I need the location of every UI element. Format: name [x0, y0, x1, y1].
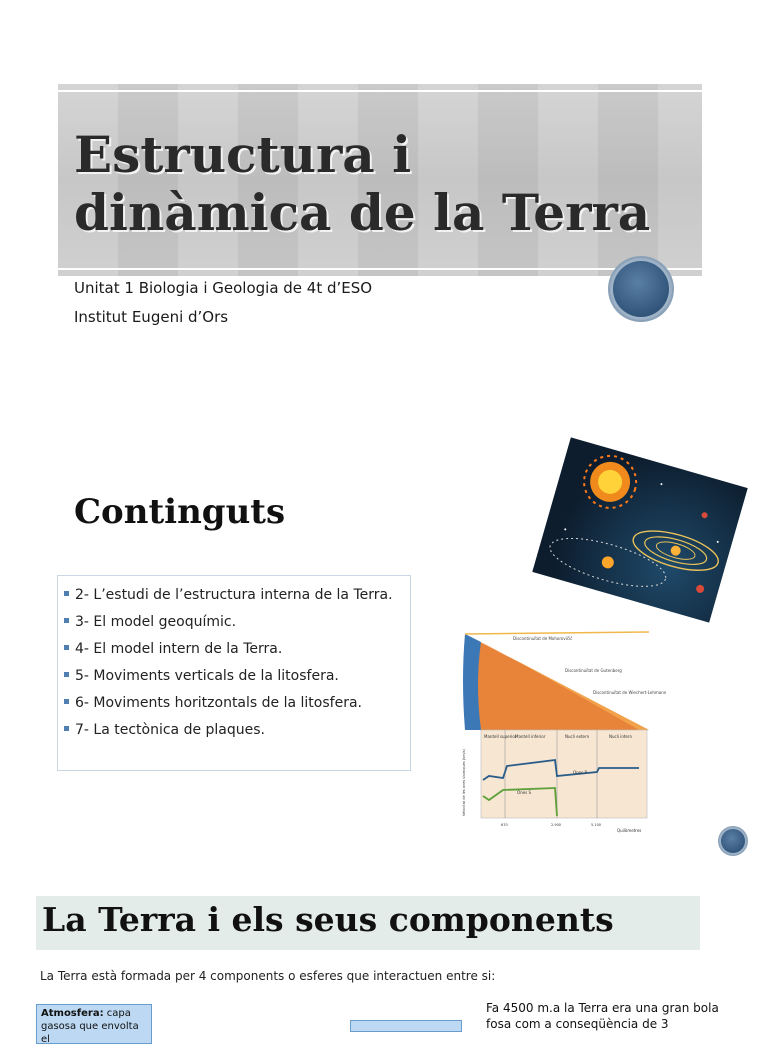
side-line-1: Fa 4500 m.a la Terra era una gran bola: [486, 1001, 719, 1015]
atmosphere-box: [36, 1004, 152, 1044]
title-slide: [0, 0, 768, 400]
contents-list: [58, 576, 410, 744]
tick-2900: 2.900: [551, 823, 562, 827]
earth-interior-illustration: [459, 630, 667, 840]
tick-670: 670: [501, 823, 508, 827]
atmosphere-text: capa gasosa que envolta el: [41, 1008, 139, 1045]
list-item: 5- Moviments verticals de la litosfera.: [64, 663, 410, 690]
bullet-icon: [64, 726, 69, 731]
side-paragraph: [486, 1000, 756, 1032]
subtitle-school: Institut Eugeni d’Ors: [74, 308, 229, 326]
side-line-2: fosa com a conseqüència de 3: [486, 1017, 669, 1031]
list-item: 4- El model intern de la Terra.: [64, 636, 410, 663]
label-ones-p: Ones P: [573, 770, 587, 775]
x-axis-label: Quilòmetres: [617, 828, 642, 833]
intro-text: La Terra està formada per 4 components o esferes que interactuen entre si:: [40, 969, 496, 983]
title-banner: [58, 84, 702, 276]
label-lehmann: Discontinuïtat de Wiechert-Lehmann: [593, 690, 667, 695]
title-line-2: dinàmica de la Terra: [74, 183, 651, 242]
label-mantell-superior: Mantell superior: [484, 734, 517, 739]
list-item: 6- Moviments horitzontals de la litosfera.: [64, 690, 410, 717]
list-item: 2- L’estudi de l’estructura interna de la Terra.: [64, 582, 410, 609]
decorative-circle: [610, 258, 672, 320]
list-item: 7- La tectònica de plaques.: [64, 717, 410, 744]
y-axis-label: Velocitat de les ones sísmiques (km/s): [462, 749, 466, 816]
label-ones-s: Ones S: [517, 790, 532, 795]
label-nucli-extern: Nucli extern: [565, 734, 590, 739]
bullet-icon: [64, 645, 69, 650]
bullet-icon: [64, 672, 69, 677]
subtitle-unit: Unitat 1 Biologia i Geologia de 4t d’ESO: [74, 279, 373, 297]
label-nucli-intern: Nucli intern: [609, 734, 633, 739]
label-mohorovicic: Discontinuïtat de Mohorovičić: [513, 636, 573, 641]
label-gutenberg: Discontinuïtat de Gutenberg: [565, 668, 622, 673]
components-slide: [0, 870, 768, 1045]
decorative-circle-small: [719, 827, 747, 855]
solar-system-illustration: [532, 437, 747, 622]
presentation-title: [74, 126, 704, 242]
title-line-1: Estructura i: [74, 125, 412, 184]
earth-interior-figure: [459, 630, 667, 840]
contents-slide: [0, 400, 768, 870]
contents-box: [57, 575, 411, 771]
bullet-icon: [64, 618, 69, 623]
solar-system-image: [532, 437, 747, 622]
contents-title: Continguts: [74, 492, 286, 532]
diagram-box: [350, 1020, 462, 1032]
heading-band: [36, 896, 700, 950]
tick-5100: 5.100: [591, 823, 602, 827]
bullet-icon: [64, 699, 69, 704]
label-mantell-inferior: Mantell inferior: [515, 734, 546, 739]
list-item: 3- El model geoquímic.: [64, 609, 410, 636]
components-title: La Terra i els seus components: [42, 900, 614, 939]
atmosphere-label: Atmosfera:: [41, 1008, 104, 1019]
bullet-icon: [64, 591, 69, 596]
